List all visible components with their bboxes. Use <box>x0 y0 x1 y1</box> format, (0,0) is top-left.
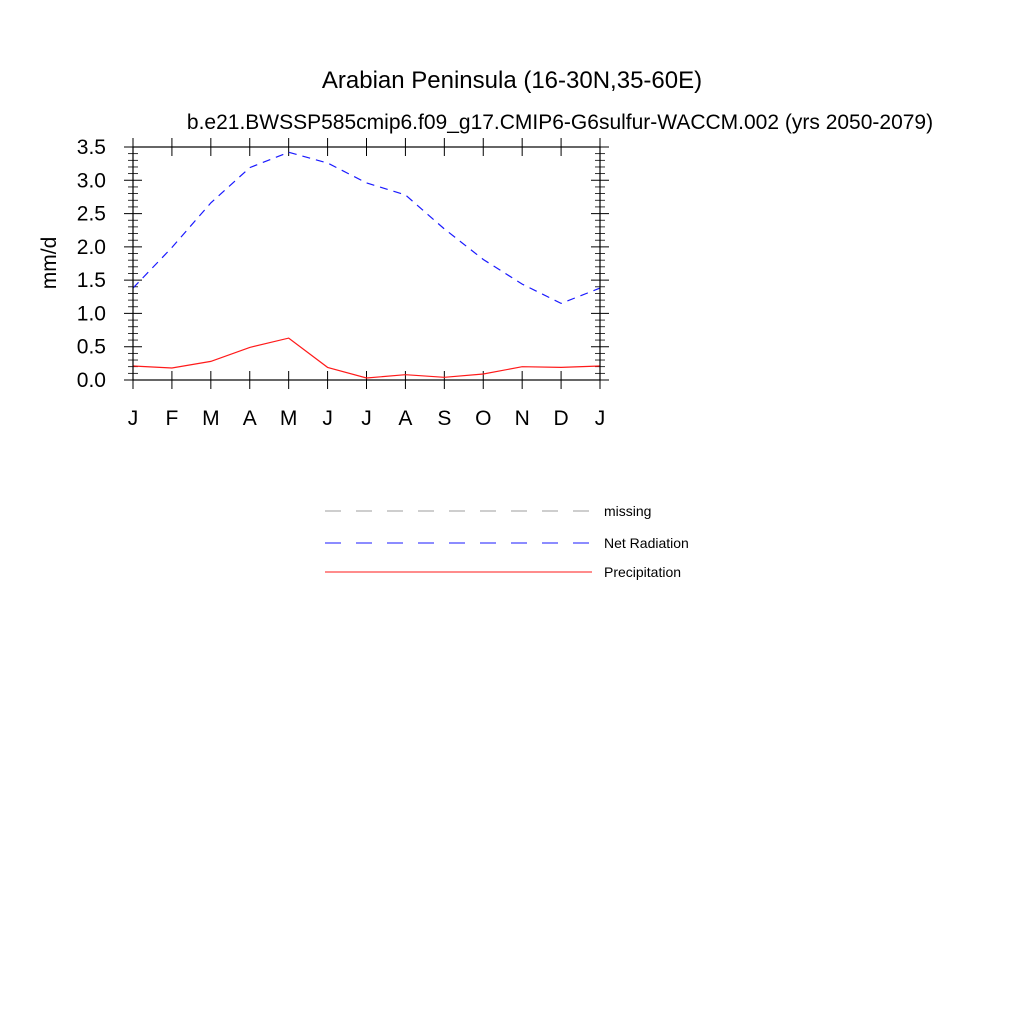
plot-frame <box>133 147 600 380</box>
x-tick-label: M <box>202 407 220 430</box>
y-tick-label: 0.5 <box>76 335 106 359</box>
x-tick-label: M <box>279 407 298 430</box>
x-tick-label: N <box>514 407 530 430</box>
y-tick-label: 3.0 <box>76 169 106 193</box>
x-tick-label: J <box>594 407 606 430</box>
x-tick-label: J <box>127 407 139 430</box>
x-tick-label: S <box>437 407 452 430</box>
legend-label-precipitation: Precipitation <box>604 564 682 580</box>
y-tick-label: 3.5 <box>76 136 106 159</box>
x-tick-label: J <box>361 407 372 430</box>
x-tick-label: J <box>322 407 333 430</box>
x-tick-label: A <box>242 407 257 430</box>
y-axis-label: mm/d <box>38 236 61 290</box>
x-tick-label: O <box>475 407 492 430</box>
legend-label-net-radiation: Net Radiation <box>604 535 689 551</box>
tick-labels <box>77 136 605 430</box>
y-tick-label: 2.0 <box>76 235 106 259</box>
x-tick-label: A <box>398 407 413 430</box>
axis-ticks <box>124 138 609 389</box>
chart-subtitle: b.e21.BWSSP585cmip6.f09_g17.CMIP6-G6sulfur-WACCM.002 (yrs 2050-2079) <box>186 111 934 134</box>
x-tick-label: D <box>553 407 569 430</box>
series-lines <box>133 152 600 378</box>
net-radiation-line <box>133 152 600 303</box>
y-tick-label: 0.0 <box>76 369 106 392</box>
y-tick-label: 2.5 <box>76 202 106 226</box>
legend-label-missing: missing <box>604 503 652 519</box>
x-tick-label: F <box>165 407 179 430</box>
chart-title: Arabian Peninsula (16-30N,35-60E) <box>321 67 703 94</box>
y-tick-label: 1.5 <box>76 269 106 293</box>
legend <box>325 503 689 580</box>
y-tick-label: 1.0 <box>76 302 106 326</box>
